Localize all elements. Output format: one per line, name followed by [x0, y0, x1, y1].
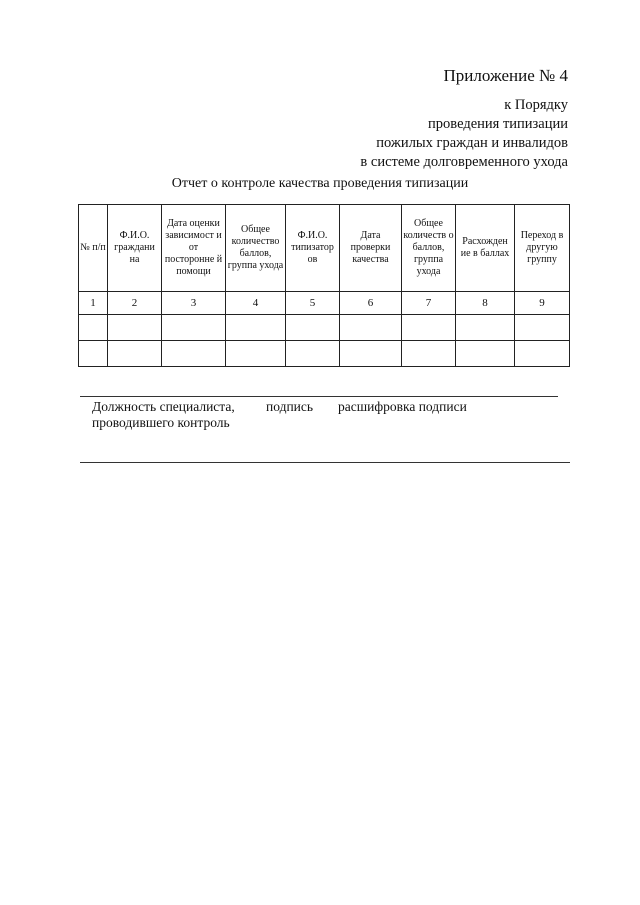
column-header-group-transfer: Переход в другую группу: [515, 205, 570, 292]
table-cell: [402, 341, 456, 367]
table-cell: [226, 315, 286, 341]
table-cell: [340, 341, 402, 367]
column-header-number: № п/п: [79, 205, 108, 292]
column-header-assessment-date: Дата оценки зависимост и от посторонне й помощи: [162, 205, 226, 292]
column-header-total-score-check: Общее количеств о баллов, группа ухода: [402, 205, 456, 292]
column-number-cell: 6: [340, 292, 402, 315]
column-header-total-score: Общее количество баллов, группа ухода: [226, 205, 286, 292]
signature-label: подпись: [266, 399, 314, 414]
table-cell: [515, 341, 570, 367]
column-number-cell: 2: [108, 292, 162, 315]
table-row: [79, 341, 570, 367]
appendix-header-line: проведения типизации: [428, 116, 568, 132]
table-header-row: [79, 205, 570, 292]
appendix-title: Приложение № 4: [443, 66, 568, 85]
table-cell: [162, 341, 226, 367]
table-cell: [79, 315, 108, 341]
appendix-header: [360, 66, 568, 172]
column-header-score-difference: Расхожден ие в баллах: [456, 205, 515, 292]
table-cell: [108, 341, 162, 367]
table-cell: [79, 341, 108, 367]
bottom-rule-line: [80, 462, 570, 463]
signature-position-line: проводившего контроль: [92, 415, 230, 430]
report-title: Отчет о контроле качества проведения типизации: [171, 176, 469, 191]
signature-decoding-label: расшифровка подписи: [338, 399, 467, 414]
appendix-header-line: к Порядку: [504, 97, 568, 113]
appendix-header-line: в системе долговременного ухода: [360, 154, 568, 170]
signature-line: [80, 396, 558, 397]
column-header-citizen-name: Ф.И.О. граждани на: [108, 205, 162, 292]
column-number-cell: 7: [402, 292, 456, 315]
report-table: [78, 204, 570, 367]
table-cell: [162, 315, 226, 341]
signature-position-label: [92, 399, 235, 431]
table-cell: [456, 341, 515, 367]
column-number-cell: 9: [515, 292, 570, 315]
column-header-typist-name: Ф.И.О. типизатор ов: [286, 205, 340, 292]
table-cell: [402, 315, 456, 341]
column-number-cell: 8: [456, 292, 515, 315]
signature-position-line: Должность специалиста,: [92, 399, 235, 414]
table-cell: [515, 315, 570, 341]
column-header-check-date: Дата проверки качества: [340, 205, 402, 292]
table-cell: [108, 315, 162, 341]
table-cell: [226, 341, 286, 367]
column-number-cell: 3: [162, 292, 226, 315]
table-row: [79, 315, 570, 341]
table-cell: [286, 315, 340, 341]
column-number-cell: 1: [79, 292, 108, 315]
table-cell: [286, 341, 340, 367]
appendix-header-line: пожилых граждан и инвалидов: [376, 135, 568, 151]
table-cell: [340, 315, 402, 341]
table-cell: [456, 315, 515, 341]
column-number-cell: 4: [226, 292, 286, 315]
column-number-cell: 5: [286, 292, 340, 315]
column-number-row: [79, 292, 570, 315]
